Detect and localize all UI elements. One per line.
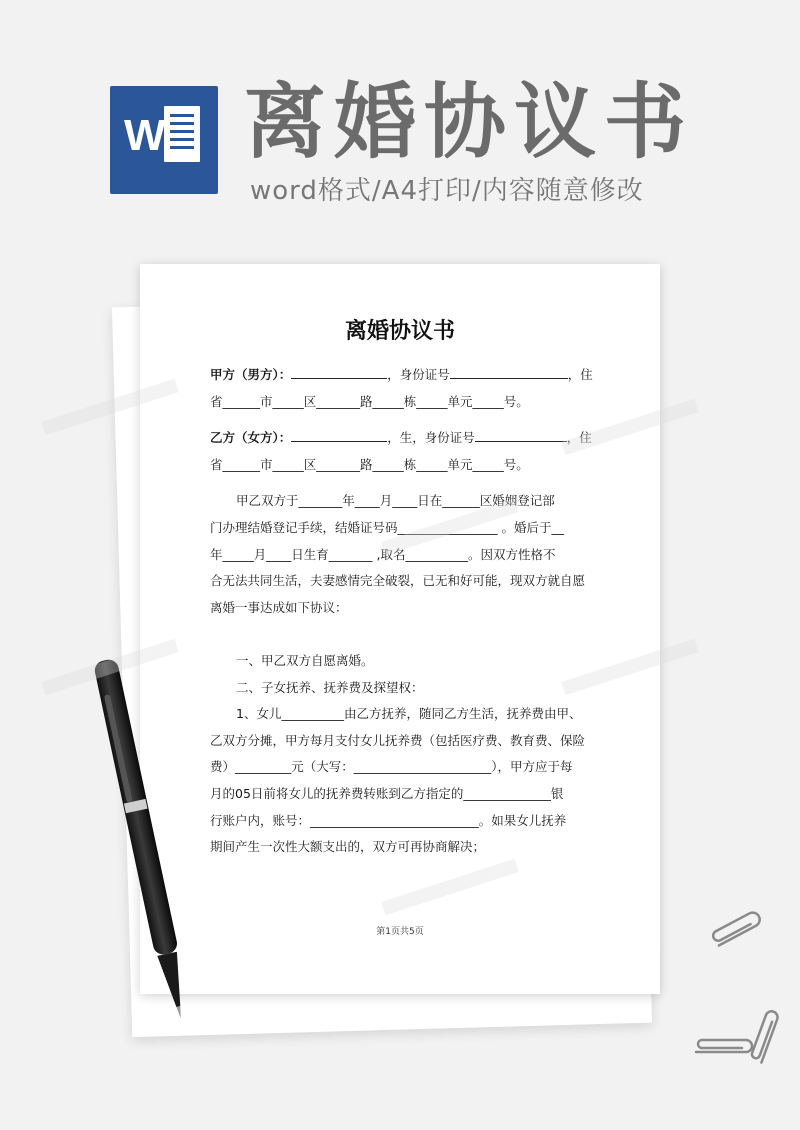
line-clause-1: 一、甲乙双方自愿离婚。 — [236, 652, 374, 668]
line-party-a-address: 省______市_____区_______路_____栋_____单元_____号。 — [210, 393, 529, 409]
line-child-birth: 年_____月____日生育_______ ,取名__________。因双方性格不 — [210, 546, 556, 562]
line-extra-expense: 期间产生一次性大额支出的，双方可再协商解决； — [210, 839, 486, 855]
line-marriage-date: 甲乙双方于_______年____月____日在______区婚姻登记部 — [236, 493, 555, 509]
header-title: 离婚协议书 — [244, 75, 695, 170]
line-party-a: 甲方（男方）： ，身份证号 ，住 — [210, 367, 593, 382]
line-party-b-address: 省______市_____区_______路_____栋_____单元_____号。 — [210, 456, 529, 472]
line-blank — [210, 621, 590, 648]
line-marriage-cert: 门办理结婚登记手续，结婚证号码________________ 。婚后于__ — [210, 519, 564, 535]
word-logo-icon — [110, 86, 218, 194]
line-support-share: 乙双方分摊，甲方每月支付女儿抚养费（包括医疗费、教育费、保险 — [210, 732, 586, 748]
line-support-transfer: 月的05日前将女儿的抚养费转账到乙方指定的______________银 — [210, 785, 564, 801]
line-account: 行账户内，账号：___________________________。如果女儿抚养 — [210, 812, 567, 828]
header-subtitle: word格式/A4打印/内容随意修改 — [250, 176, 644, 206]
document-title: 离婚协议书 — [344, 319, 455, 344]
pen-icon — [80, 650, 210, 1040]
page-footer: 第1页共5页 — [376, 927, 424, 937]
paperclip-icon — [705, 912, 775, 952]
line-clause-2-1: 1、女儿__________由乙方抚养，随同乙方生活，抚养费由甲、 — [236, 706, 582, 722]
line-clause-2: 二、子女抚养、抚养费及探望权： — [236, 679, 424, 695]
line-support-amount: 费）_________元（大写：______________________），甲方应于每 — [210, 759, 573, 775]
document-body — [210, 362, 593, 861]
paperclip-icon — [690, 1008, 780, 1078]
logo-letter: W — [124, 111, 166, 160]
line-party-b: 乙方（女方）： ，生，身份证号 ，住 — [210, 430, 592, 446]
line-reason: 合无法共同生活，夫妻感情完全破裂，已无和好可能，现双方就自愿 — [210, 573, 586, 589]
line-agreement-intro: 离婚一事达成如下协议： — [210, 599, 348, 615]
document-page — [140, 264, 660, 994]
